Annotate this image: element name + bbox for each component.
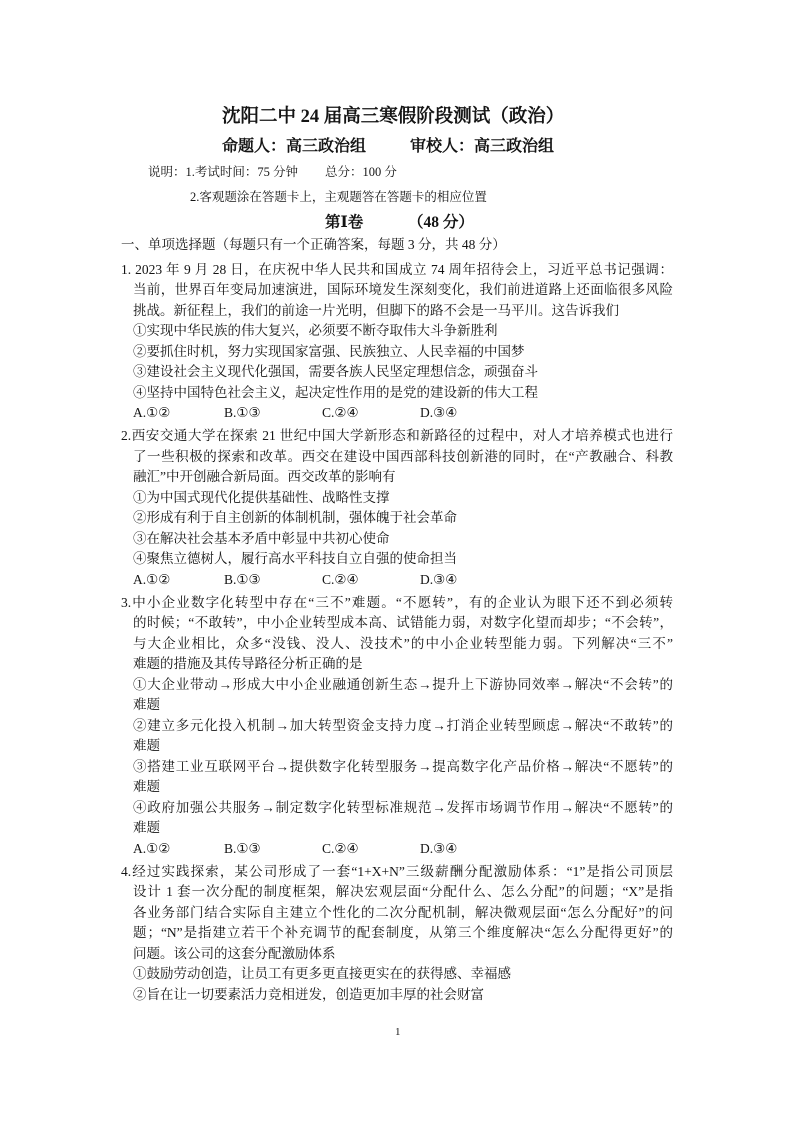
question-stem-line: 融汇”中开创融合新局面。西交改革的影响有 <box>133 469 396 485</box>
option-a: A.①② <box>133 405 171 421</box>
instructions-line-2: 2.客观题涂在答题卡上，主观题答在答题卡的相应位置 <box>190 190 487 204</box>
option-d: D.③④ <box>420 405 458 421</box>
statement-1: ①为中国式现代化提供基础性、战略性支撑 <box>133 489 390 505</box>
exam-title: 沈阳二中 24 届高三寒假阶段测试（政治） <box>222 107 565 127</box>
question-2 <box>121 426 681 590</box>
statement-4: ④政府加强公共服务→制定数字化转型标准规范→发挥市场调节作用→解决“不愿转”的 <box>133 799 673 815</box>
section-score: （48 分） <box>408 214 474 231</box>
statement-1: ①大企业带动→形成大中小企业融通创新生态→提升上下游协同效率→解决“不会转”的 <box>133 676 673 692</box>
question-stem-line: 设计 1 套一次分配的制度框架，解决宏观层面“分配什么、怎么分配”的问题；“X”是指 <box>133 884 673 900</box>
question-stem-line: 难题的措施及其传导路径分析正确的是 <box>133 656 363 672</box>
answer-options <box>133 839 673 860</box>
question-stem-line: 的时候；“不敢转”，中小企业转型成本高、试错能力弱，对数字化望而却步；“不会转”， <box>133 615 673 631</box>
option-d: D.③④ <box>420 571 458 587</box>
authors-line <box>222 137 582 157</box>
option-b: B.①③ <box>224 840 261 856</box>
part-heading: 一、单项选择题（每题只有一个正确答案，每题 3 分，共 48 分） <box>121 236 506 252</box>
answer-options <box>133 403 673 424</box>
question-stem-line: 了一些积极的探索和改革。西交在建设中国西部科技创新港的同时，在“产教融合、科教 <box>133 448 673 464</box>
statement-2: ②形成有利于自主创新的体制机制，强体魄于社会革命 <box>133 510 457 526</box>
option-c: C.②④ <box>322 405 359 421</box>
statement-2: ②旨在让一切要素活力竞相迸发，创造更加丰厚的社会财富 <box>133 986 484 1002</box>
statement-3-continued: 难题 <box>133 779 160 795</box>
question-stem-line: 与大企业相比，众多“没钱、没人、没技术”的中小企业转型能力弱。下列解决“三不” <box>133 635 673 651</box>
statement-2: ②建立多元化投入机制→加大转型资金支持力度→打消企业转型顾虑→解决“不敢转”的 <box>133 717 673 733</box>
question-stem-line: 问题。该公司的这套分配激励体系 <box>133 945 336 961</box>
statement-2: ②要抓住时机，努力实现国家富强、民族独立、人民幸福的中国梦 <box>133 343 525 359</box>
statement-3: ③在解决社会基本矛盾中彰显中共初心使命 <box>133 530 390 546</box>
statement-1-continued: 难题 <box>133 697 160 713</box>
option-b: B.①③ <box>224 405 261 421</box>
question-stem-line: 当前，世界百年变局加速演进，国际环境发生深刻变化，我们前进道路上还面临很多风险 <box>133 282 673 298</box>
question-list <box>121 260 681 1006</box>
instructions-label: 说明： <box>148 165 186 179</box>
question-4 <box>121 862 681 1006</box>
question-1 <box>121 260 681 424</box>
option-a: A.①② <box>133 571 171 587</box>
statement-1: ①实现中华民族的伟大复兴，必须要不断夺取伟大斗争新胜利 <box>133 323 498 339</box>
statement-3: ③搭建工业互联网平台→提供数字化转型服务→提高数字化产品价格→解决“不愿转”的 <box>133 758 673 774</box>
option-a: A.①② <box>133 840 171 856</box>
option-b: B.①③ <box>224 571 261 587</box>
question-stem-line: 各业务部门结合实际自主建立个性化的二次分配机制，解决微观层面“怎么分配好”的问 <box>133 904 673 920</box>
question-stem-line: 题；“N”是指建立若干个补充调节的配套制度，从第三个维度解决“怎么分配得更好”的 <box>133 925 673 941</box>
total-score: 总分：100 分 <box>325 165 397 179</box>
statement-2-continued: 难题 <box>133 738 160 754</box>
reviewer: 审校人：高三政治组 <box>410 138 555 155</box>
instructions-line-1 <box>148 162 448 182</box>
section-name: 第Ⅰ卷 <box>325 214 364 231</box>
statement-4: ④坚持中国特色社会主义，起决定性作用的是党的建设新的伟大工程 <box>133 384 538 400</box>
statement-3: ③建设社会主义现代化强国，需要各族人民坚定理想信念，顽强奋斗 <box>133 364 538 380</box>
option-c: C.②④ <box>322 840 359 856</box>
statement-4-continued: 难题 <box>133 820 160 836</box>
statement-1: ①鼓励劳动创造，让员工有更多更直接更实在的获得感、幸福感 <box>133 966 511 982</box>
question-stem-line: 挑战。新征程上，我们的前途一片光明，但脚下的路不会是一马平川。这告诉我们 <box>133 302 619 318</box>
question-3 <box>121 593 681 860</box>
section-heading <box>325 213 485 233</box>
page-number: 1 <box>395 1026 401 1038</box>
statement-4: ④聚焦立德树人，履行高水平科技自立自强的使命担当 <box>133 551 457 567</box>
question-stem-line: 1. 2023 年 9 月 28 日，在庆祝中华人民共和国成立 74 周年招待会上，习近平总书记强调： <box>121 261 673 277</box>
exam-duration: 1.考试时间：75 分钟 <box>185 165 299 179</box>
answer-options <box>133 570 673 591</box>
option-c: C.②④ <box>322 571 359 587</box>
question-stem-line: 3.中小企业数字化转型中存在“三不”难题。“不愿转”，有的企业认为眼下还不到必须转 <box>121 594 673 610</box>
question-stem-line: 4.经过实践探索，某公司形成了一套“1+X+N”三级薪酬分配激励体系：“1”是指公司顶层 <box>121 863 673 879</box>
question-stem-line: 2.西安交通大学在探索 21 世纪中国大学新形态和新路径的过程中，对人才培养模式也进行 <box>121 428 673 444</box>
option-d: D.③④ <box>420 840 458 856</box>
question-setter: 命题人：高三政治组 <box>222 138 367 155</box>
